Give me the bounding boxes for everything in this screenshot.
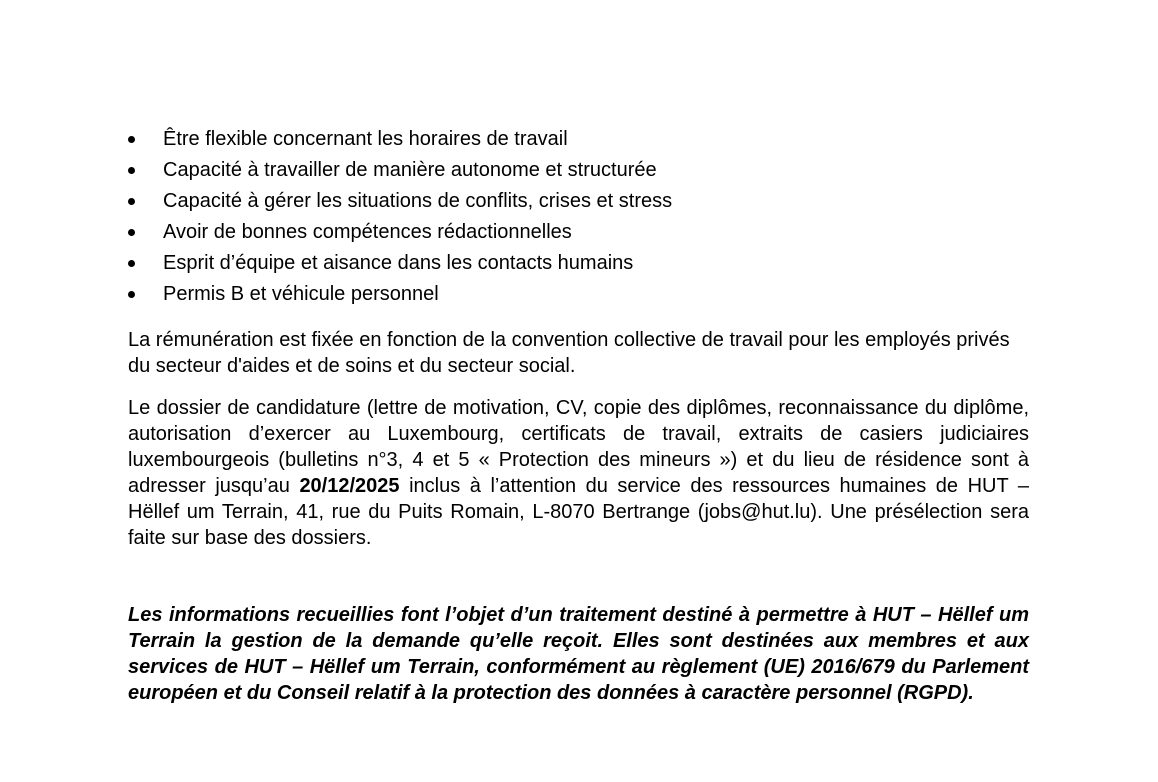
requirement-text: Capacité à gérer les situations de conflits, crises et stress bbox=[163, 190, 673, 212]
list-item bbox=[128, 248, 1029, 279]
application-text-end: inclus à l’attention du service des ressources humaines de HUT – Hëllef um Terrain, 41, rue du Puits Romain, L-8070 Bertrange (jobs@hut.lu). Une présélection sera faite sur base des dossiers. bbox=[128, 475, 1029, 549]
requirement-text: Permis B et véhicule personnel bbox=[163, 283, 439, 305]
bullet-icon bbox=[128, 198, 135, 205]
requirement-text: Avoir de bonnes compétences rédactionnelles bbox=[163, 221, 572, 243]
requirement-text: Être flexible concernant les horaires de travail bbox=[163, 128, 568, 150]
list-item bbox=[128, 124, 1029, 155]
bullet-icon bbox=[128, 260, 135, 267]
bullet-icon bbox=[128, 229, 135, 236]
requirement-text: Capacité à travailler de manière autonome et structurée bbox=[163, 159, 657, 181]
bullet-icon bbox=[128, 136, 135, 143]
list-item bbox=[128, 217, 1029, 248]
list-item bbox=[128, 186, 1029, 217]
deadline-date: 20/12/2025 bbox=[299, 475, 400, 497]
list-item bbox=[128, 155, 1029, 186]
bullet-icon bbox=[128, 167, 135, 174]
requirement-text: Esprit d’équipe et aisance dans les contacts humains bbox=[163, 252, 634, 274]
list-item bbox=[128, 279, 1029, 310]
application-paragraph bbox=[128, 395, 1029, 551]
requirements-list bbox=[128, 124, 1029, 310]
rgpd-notice: Les informations recueillies font l’objet d’un traitement destiné à permettre à HUT – Hëllef um Terrain la gestion de la demande qu’elle reçoit. Elles sont destinées aux membres et aux services de HUT – Hëllef um Terrain, conformément au règlement (UE) 2016/679 du Parlement européen et du Conseil relatif à la protection des données à caractère personnel (RGPD). bbox=[128, 604, 1029, 704]
application-text-start: Le dossier de candidature (lettre de motivation, CV, copie des diplômes, reconnaissance du diplôme, autorisation d’exercer au Luxembourg, certificats de travail, extraits de casiers judiciaires luxembourgeois (bulletins n°3, 4 et 5 « Protection des mineurs ») et du lieu de résidence sont à adresser jusqu’au bbox=[128, 397, 1029, 497]
bullet-icon bbox=[128, 291, 135, 298]
salary-paragraph: La rémunération est fixée en fonction de la convention collective de travail pour les employés privés du secteur d'aides et de soins et du secteur social. bbox=[128, 329, 1010, 377]
document-page bbox=[128, 124, 1029, 706]
